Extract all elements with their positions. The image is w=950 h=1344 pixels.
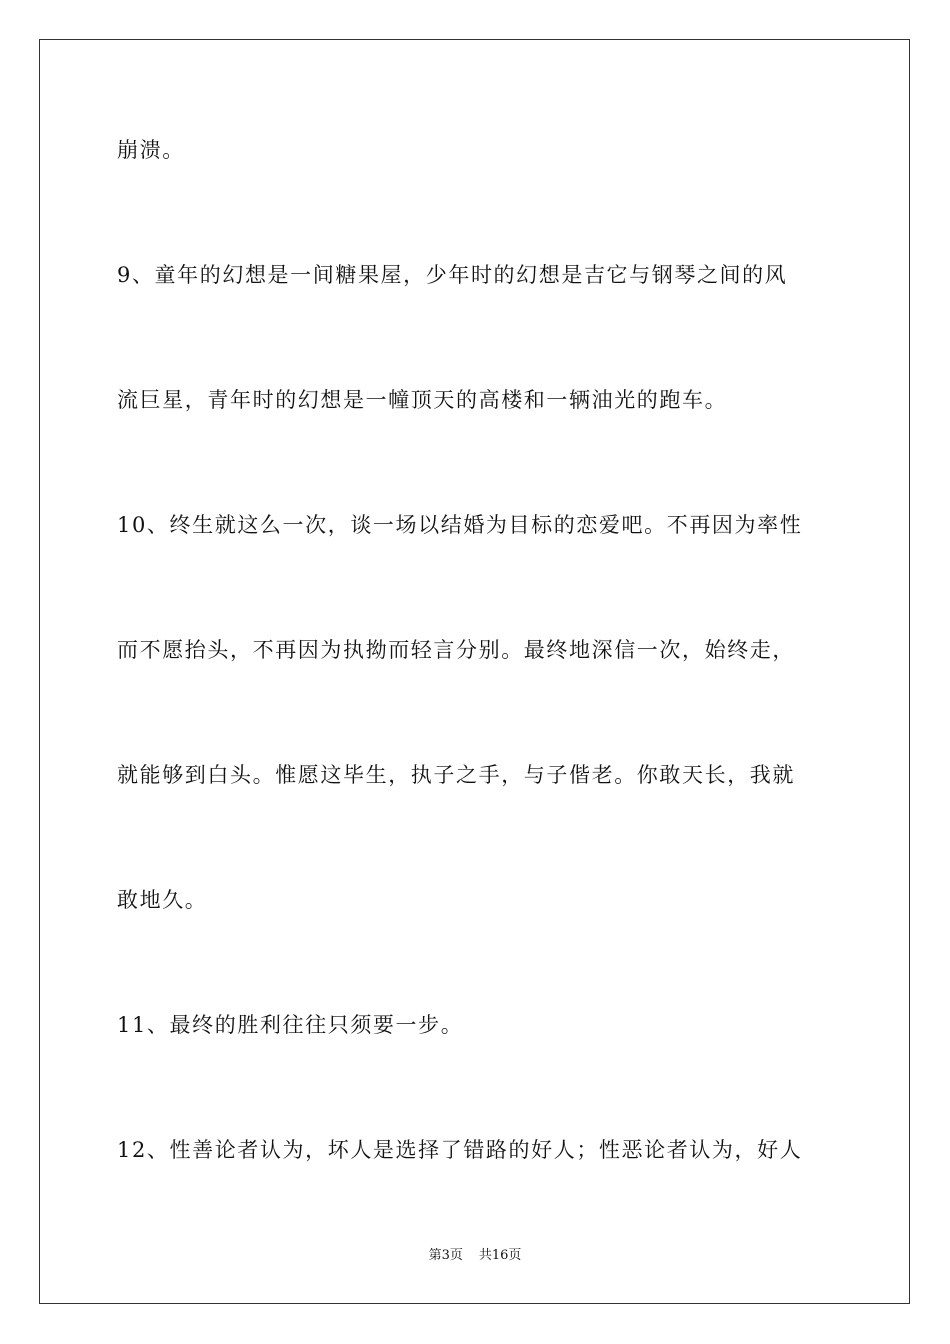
text-line: 12、性善论者认为，坏人是选择了错路的好人；性恶论者认为，好人 [117,1138,803,1162]
text-line: 就能够到白头。惟愿这毕生，执子之手，与子偕老。你敢天长，我就 [117,763,795,787]
text-line: 流巨星，青年时的幻想是一幢顶天的高楼和一辆油光的跑车。 [117,388,728,412]
text-line: 而不愿抬头，不再因为执拗而轻言分别。最终地深信一次，始终走， [117,638,795,662]
text-line: 11、最终的胜利往往只须要一步。 [117,1013,464,1037]
text-line: 敢地久。 [117,888,208,912]
text-line: 崩溃。 [117,138,185,162]
page-number: 第3页 [428,1248,463,1263]
page-total: 共16页 [478,1248,522,1263]
text-line: 9、童年的幻想是一间糖果屋，少年时的幻想是吉它与钢琴之间的风 [117,263,788,287]
page-footer [0,1247,950,1265]
text-line: 10、终生就这么一次，谈一场以结婚为目标的恋爱吧。不再因为率性 [117,513,803,537]
page-border [39,39,910,1304]
